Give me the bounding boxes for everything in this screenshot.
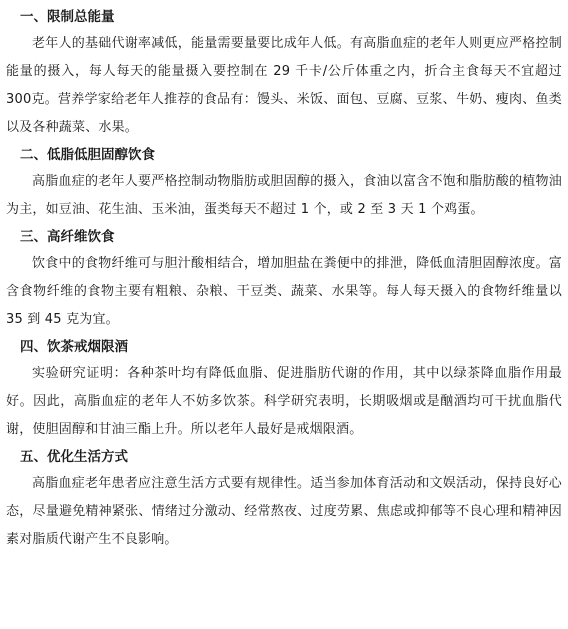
section-heading: 三、高纤维饮食 <box>20 229 115 245</box>
section-body: 饮食中的食物纤维可与胆汁酸相结合，增加胆盐在粪便中的排泄，降低血清胆固醇浓度。富含食物纤维的食物主要有粗粮、杂粮、干豆类、蔬菜、水果等。每人每天摄入的食物纤维量以 35 到 45 克为宜。 <box>6 256 562 327</box>
section-body: 高脂血症老年患者应注意生活方式要有规律性。适当参加体育活动和文娱活动，保持良好心态，尽量避免精神紧张、情绪过分激动、经常熬夜、过度劳累、焦虑或抑郁等不良心理和精神因素对脂质代谢产生不良影响。 <box>6 476 562 547</box>
section-lifestyle <box>0 444 568 554</box>
section-high-fiber <box>0 224 568 334</box>
section-body: 实验研究证明：各种茶叶均有降低血脂、促进脂肪代谢的作用，其中以绿茶降血脂作用最好。因此，高脂血症的老年人不妨多饮茶。科学研究表明，长期吸烟或是酗酒均可干扰血脂代谢，使胆固醇和甘油三酯上升。所以老年人最好是戒烟限酒。 <box>6 366 562 437</box>
section-energy <box>0 4 568 142</box>
section-tea-smoking-alcohol <box>0 334 568 444</box>
section-body: 老年人的基础代谢率减低，能量需要量要比成年人低。有高脂血症的老年人则更应严格控制能量的摄入，每人每天的能量摄入要控制在 29 千卡/公斤体重之内，折合主食每天不宜超过 300克。营养学家给老年人推荐的食品有：馒头、米饭、面包、豆腐、豆浆、牛奶、瘦肉、鱼类以及各种蔬菜、水果。 <box>6 36 562 135</box>
section-low-fat <box>0 142 568 224</box>
section-heading: 一、限制总能量 <box>20 9 115 25</box>
section-body: 高脂血症的老年人要严格控制动物脂肪或胆固醇的摄入，食油以富含不饱和脂肪酸的植物油为主，如豆油、花生油、玉米油，蛋类每天不超过 1 个，或 2 至 3 天 1 个鸡蛋。 <box>6 174 562 217</box>
section-heading: 四、饮茶戒烟限酒 <box>20 339 128 355</box>
section-heading: 二、低脂低胆固醇饮食 <box>20 147 155 163</box>
section-heading: 五、优化生活方式 <box>20 449 128 465</box>
